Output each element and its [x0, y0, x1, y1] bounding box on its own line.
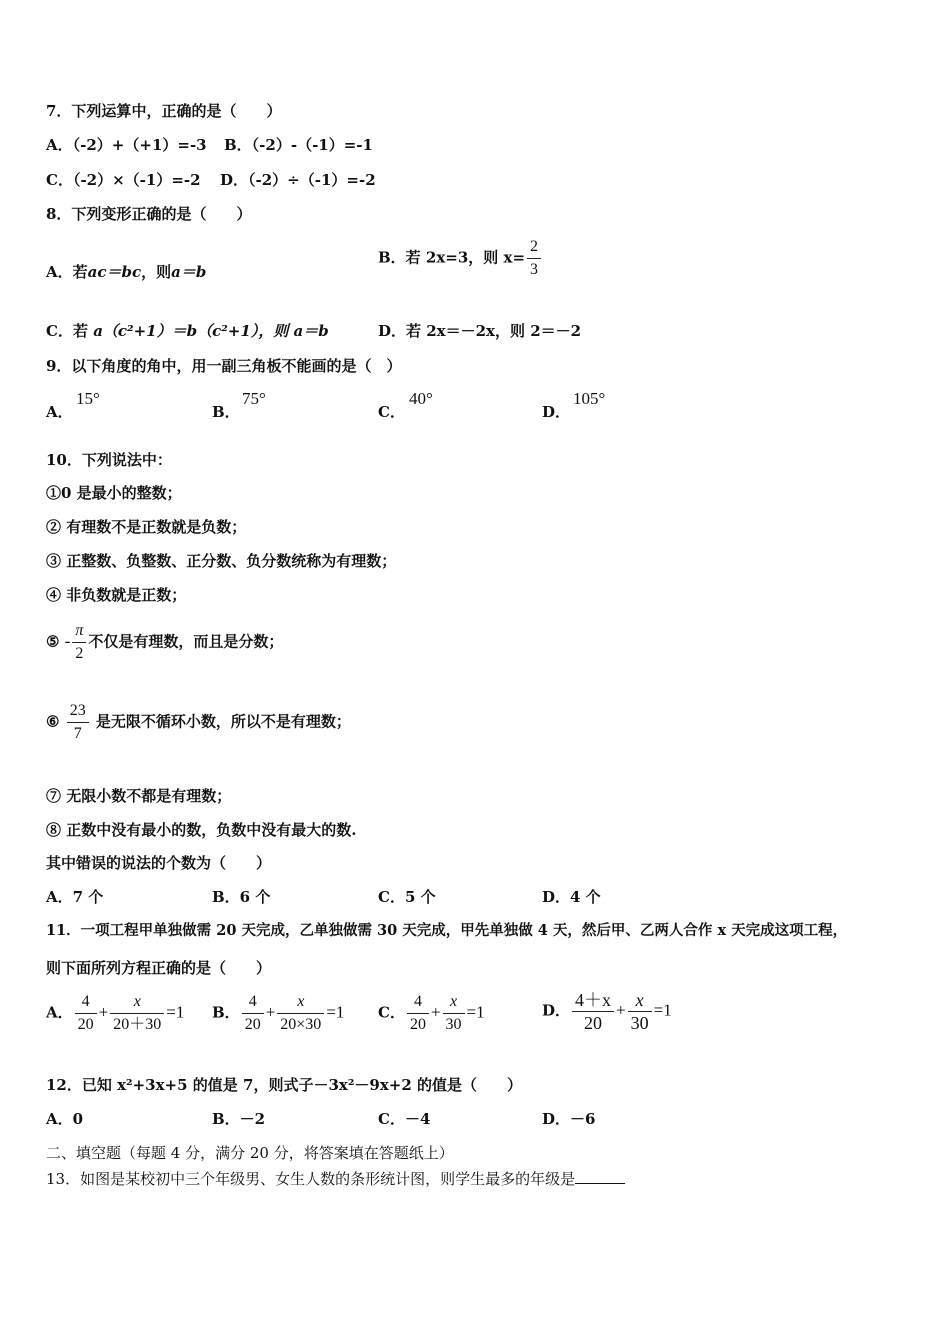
q11-a-eq: =1	[166, 1002, 185, 1022]
q11-c-label: C．	[378, 1003, 405, 1022]
q10-statement-8: ⑧ 正数中没有最小的数，负数中没有最大的数.	[46, 821, 357, 839]
q10-s5-sign: -	[64, 631, 71, 651]
q10-s5-num: π	[72, 622, 86, 643]
q11-b-label: B．	[212, 1003, 240, 1022]
q8-a-then: ，则	[141, 263, 172, 281]
q11-b-num1: 4	[242, 993, 264, 1014]
q10-s6-num: 23	[67, 702, 89, 723]
q10-stem: 10．下列说法中：	[46, 451, 172, 469]
q12-option-c: C．－4	[378, 1110, 431, 1128]
q9-b-label: B．	[212, 403, 240, 421]
q10-s6-den: 7	[73, 725, 82, 742]
q9-stem: 9．以下角度的角中，用一副三角板不能画的是（ ）	[46, 357, 402, 375]
q9-c-label: C．	[378, 403, 405, 421]
q13-text: 13．如图是某校初中三个年级男、女生人数的条形统计图，则学生最多的年级是	[46, 1170, 576, 1188]
q11-a-num1: 4	[75, 993, 97, 1014]
q8-b-num: 2	[527, 238, 541, 259]
q11-c-den2: 30	[445, 1016, 462, 1033]
q13-answer-blank[interactable]	[575, 1169, 625, 1184]
q10-statement-1: ①0 是最小的整数；	[46, 484, 182, 502]
q11-b-eq: =1	[326, 1002, 345, 1022]
q11-b-plus: +	[265, 1002, 276, 1022]
q11-c-num1: 4	[407, 993, 429, 1014]
q8-a-label: A．若	[46, 263, 88, 281]
q11-c-frac-1	[407, 993, 429, 1034]
q12-option-a: A．0	[46, 1110, 84, 1128]
q8-a-result: a＝b	[171, 263, 207, 281]
q12-option-d: D．－6	[542, 1110, 596, 1128]
q8-option-c	[46, 321, 329, 341]
q8-stem: 8．下列变形正确的是（ ）	[46, 205, 252, 223]
q11-option-d	[542, 991, 672, 1032]
q11-c-plus: +	[430, 1002, 441, 1022]
q11-a-frac-2	[110, 993, 164, 1034]
q11-a-den1: 20	[77, 1016, 94, 1033]
q8-c-text: a（c²+1）＝b（c²+1），则 a＝b	[93, 322, 329, 340]
q10-s6-label: ⑥	[46, 712, 60, 731]
q11-d-plus: +	[616, 1000, 626, 1020]
q10-option-b: B．6 个	[212, 888, 271, 906]
q10-statement-2: ② 有理数不是正数就是负数；	[46, 518, 247, 536]
q10-statement-5	[46, 622, 283, 663]
q9-d-value: 105°	[573, 389, 606, 408]
q10-s6-text: 是无限不循环小数，所以不是有理数；	[95, 712, 351, 731]
q8-option-b	[378, 238, 543, 279]
q10-statement-6	[46, 702, 351, 743]
q8-b-prefix: B．若 2x=3，则 x=	[378, 248, 526, 267]
q11-c-num2: x	[443, 993, 465, 1014]
q8-option-a	[46, 262, 206, 282]
q8-a-expr: ac＝bc	[87, 263, 142, 281]
q11-b-num2: x	[277, 993, 324, 1014]
q8-c-label: C．若	[46, 322, 88, 340]
q11-d-den2: 30	[630, 1013, 649, 1033]
section-heading-fill-blank: 二、填空题（每题 4 分，满分 20 分，将答案填在答题纸上）	[46, 1144, 454, 1162]
q7-option-b: B．（-2）-（-1）=-1	[224, 136, 373, 154]
q10-statement-7: ⑦ 无限小数不都是有理数；	[46, 787, 232, 805]
q11-stem-line-2: 则下面所列方程正确的是（ ）	[46, 959, 272, 977]
q10-s6-fraction	[67, 702, 89, 743]
q10-option-d: D．4 个	[542, 888, 601, 906]
q11-d-num1: 4＋x	[572, 991, 614, 1012]
q11-d-den1: 20	[584, 1013, 603, 1033]
q7-stem: 7．下列运算中，正确的是（ ）	[46, 102, 282, 120]
q11-d-label: D．	[542, 1001, 571, 1020]
q11-c-frac-2	[443, 993, 465, 1034]
q10-statement-3: ③ 正整数、负整数、正分数、负分数统称为有理数；	[46, 552, 397, 570]
q12-stem: 12．已知 x²+3x+5 的值是 7，则式子－3x²－9x+2 的值是（ ）	[46, 1076, 523, 1094]
q10-statement-4: ④ 非负数就是正数；	[46, 586, 187, 604]
q8-b-fraction	[527, 238, 541, 279]
q11-d-frac-1	[572, 991, 614, 1032]
q11-b-frac-1	[242, 993, 264, 1034]
q11-a-num2: x	[110, 993, 164, 1014]
q11-option-c	[378, 993, 485, 1034]
q11-option-a	[46, 993, 184, 1034]
q11-a-plus: +	[98, 1002, 109, 1022]
q10-s5-label: ⑤	[46, 632, 60, 651]
q8-option-d: D．若 2x＝－2x，则 2＝－2	[378, 322, 582, 340]
q8-b-den: 3	[530, 261, 539, 278]
q9-a-value: 15°	[76, 389, 100, 408]
q11-a-den2: 20＋30	[113, 1016, 162, 1033]
q11-c-den1: 20	[409, 1016, 426, 1033]
q7-option-c: C．（-2）×（-1）=-2	[46, 171, 201, 189]
q9-c-value: 40°	[409, 389, 433, 408]
q11-d-eq: =1	[653, 1000, 672, 1020]
q11-stem-line-1: 11．一项工程甲单独做需 20 天完成，乙单独做需 30 天完成，甲先单独做 4 天，然后甲、乙两人合作 x 天完成这项工程，	[46, 922, 848, 939]
q11-d-frac-2	[628, 991, 652, 1032]
q10-s5-fraction	[72, 622, 86, 663]
q10-option-a: A．7 个	[46, 888, 104, 906]
q13-stem	[46, 1169, 625, 1189]
q10-option-c: C．5 个	[378, 888, 436, 906]
q11-option-b	[212, 993, 344, 1034]
q11-c-eq: =1	[466, 1002, 485, 1022]
q9-d-label: D．	[542, 403, 571, 421]
q10-s5-den: 2	[75, 645, 84, 662]
q7-option-d: D．（-2）÷（-1）=-2	[220, 171, 376, 189]
q11-a-label: A．	[46, 1003, 73, 1022]
q12-option-b: B．－2	[212, 1110, 266, 1128]
q10-question: 其中错误的说法的个数为（ ）	[46, 854, 272, 872]
q11-d-num2: x	[628, 991, 652, 1012]
q9-a-label: A．	[46, 403, 73, 421]
q11-b-den1: 20	[244, 1016, 261, 1033]
q9-b-value: 75°	[242, 389, 266, 408]
q10-s5-text: 不仅是有理数，而且是分数；	[88, 632, 284, 651]
q11-a-frac-1	[75, 993, 97, 1034]
q11-b-frac-2	[277, 993, 324, 1034]
q11-b-den2: 20×30	[280, 1016, 322, 1033]
q7-option-a: A．（-2）+（+1）=-3	[46, 136, 207, 154]
